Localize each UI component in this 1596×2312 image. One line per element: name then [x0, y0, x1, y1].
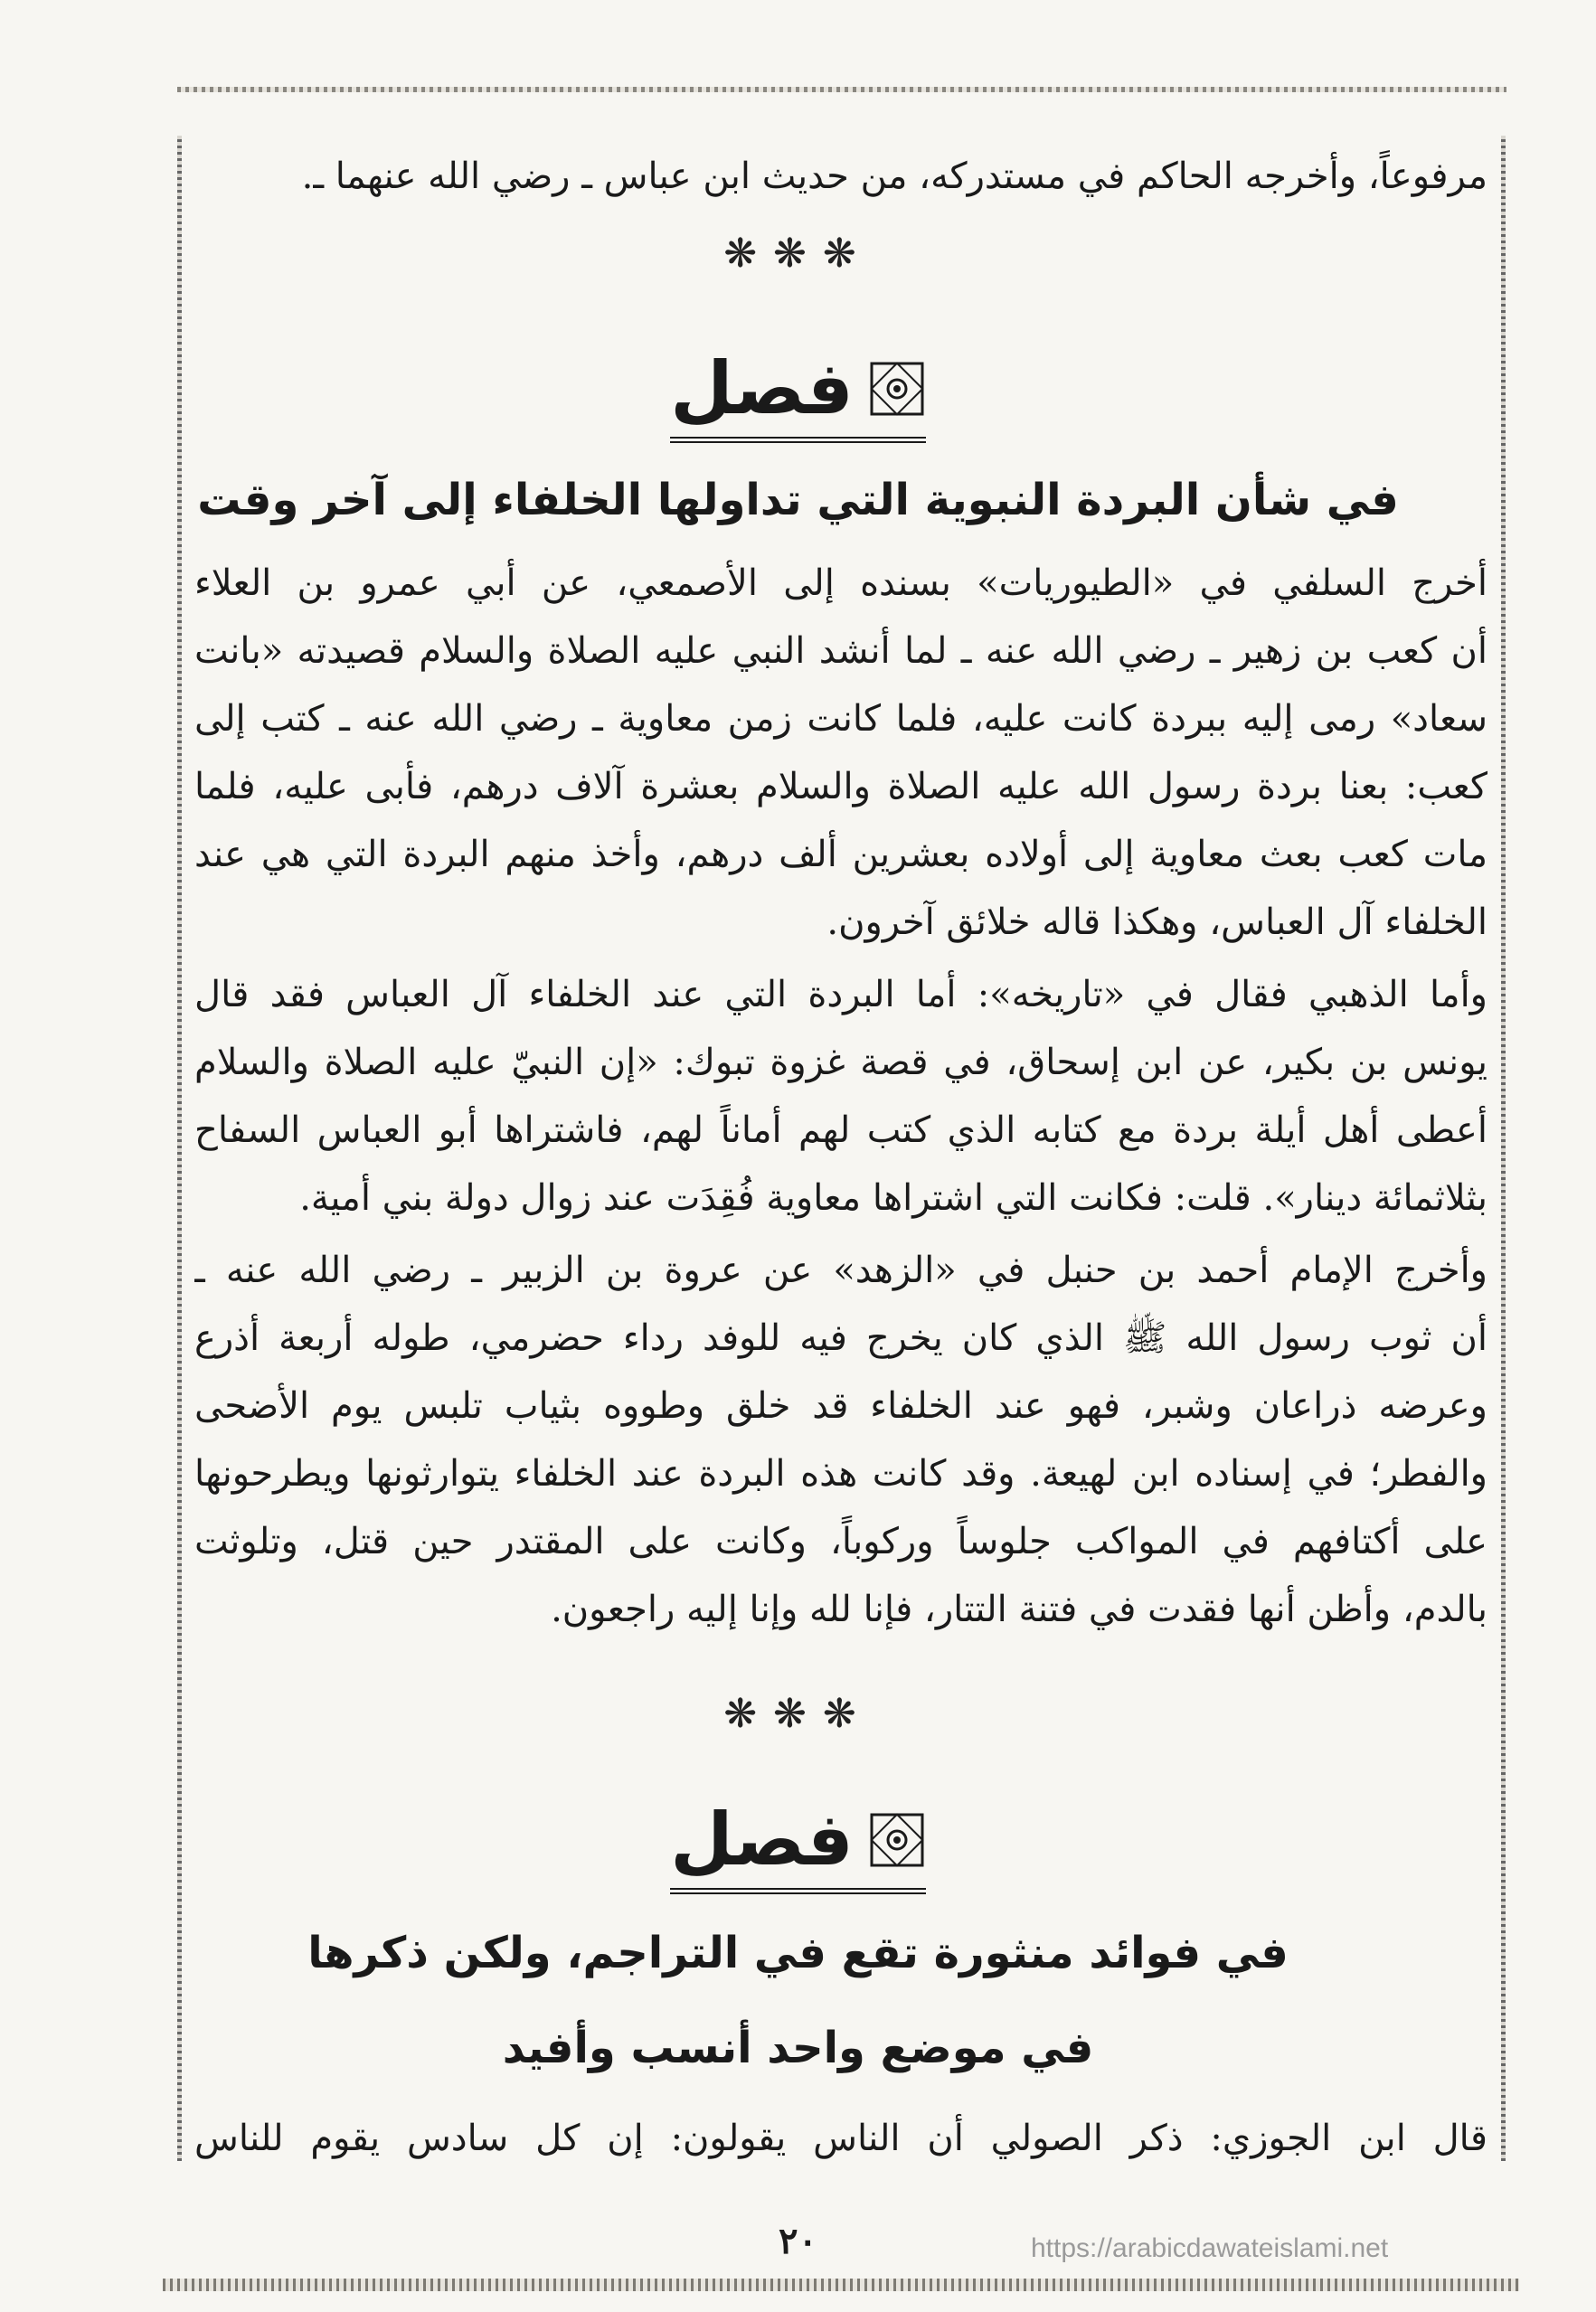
text-line: مرفوعاً، وأخرجه الحاكم في مستدركه، من حديث ابن عباس ـ رضي الله عنهما ـ.: [301, 156, 1487, 197]
section-title: في شأن البردة النبوية التي تداولها الخلفاء إلى آخر وقت: [197, 475, 1399, 525]
page-number: ٢٠: [779, 2220, 817, 2262]
text-line: الخلفاء آل العباس، وهكذا قاله خلائق آخرون.: [826, 901, 1487, 943]
text-line: على أكتافهم في المواكب جلوساً وركوباً، وكانت على المقتدر حين قتل، وتلوثت: [194, 1521, 1487, 1562]
section-title-line-2: في موضع واحد أنسب وأفيد: [502, 2023, 1094, 2073]
text-line: سعاد» رمى إليه ببردة كانت عليه، فلما كانت زمن معاوية ـ رضي الله عنه ـ كتب إلى: [194, 698, 1487, 740]
section-title-line-1: في فوائد منثورة تقع في التراجم، ولكن ذكرها: [307, 1928, 1289, 1978]
text-line: وأما الذهبي فقال في «تاريخه»: أما البردة التي عند الخلفاء آل العباس فقد قال: [194, 974, 1487, 1015]
section-heading-fasl: [0, 1799, 1596, 1894]
ornament-icon: [868, 1811, 926, 1869]
ornament-icon: [868, 360, 926, 418]
text-line: بالدم، وأظن أنها فقدت في فتنة التتار، فإنا لله وإنا إليه راجعون.: [551, 1589, 1487, 1630]
separator-stars: ❋❋❋: [723, 231, 873, 277]
page-frame-bottom: [163, 2279, 1519, 2291]
watermark-url: https://arabicdawateislami.net: [1031, 2233, 1389, 2263]
text-line: والفطر؛ في إسناده ابن لهيعة. وقد كانت هذه البردة عند الخلفاء يتوارثونها ويطرحونها: [194, 1453, 1487, 1495]
text-line: كعب: بعنا بردة رسول الله عليه الصلاة والسلام بعشرة آلاف درهم، فأبى عليه، فلما: [194, 766, 1487, 807]
text-line: أن ثوب رسول الله ﷺ الذي كان يخرج فيه للوفد رداء حضرمي، طوله أربعة أذرع: [194, 1317, 1487, 1359]
text-line: وعرضه ذراعان وشبر، فهو عند الخلفاء قد خلق وطووه بثياب تلبس يوم الأضحى: [194, 1385, 1487, 1427]
separator-stars: ❋❋❋: [723, 1691, 873, 1737]
text-line: أخرج السلفي في «الطيوريات» بسنده إلى الأصمعي، عن أبي عمرو بن العلاء: [194, 562, 1487, 604]
text-line: يونس بن بكير، عن ابن إسحاق، في قصة غزوة تبوك: «إن النبيّ عليه الصلاة والسلام: [194, 1042, 1487, 1083]
section-label: فصل: [670, 1798, 854, 1882]
text-line: مات كعب بعث معاوية إلى أولاده بعشرين ألف درهم، وأخذ منهم البردة التي هي عند: [194, 834, 1487, 875]
text-line: وأخرج الإمام أحمد بن حنبل في «الزهد» عن عروة بن الزبير ـ رضي الله عنه ـ: [194, 1250, 1487, 1291]
text-line: بثلاثمائة دينار». قلت: فكانت التي اشتراها معاوية فُقِدَت عند زوال دولة بني أمية.: [299, 1177, 1487, 1219]
text-line: أن كعب بن زهير ـ رضي الله عنه ـ لما أنشد النبي عليه الصلاة والسلام قصيدته «بانت: [194, 630, 1487, 672]
page-frame-top: [177, 87, 1506, 92]
section-heading-fasl: [0, 348, 1596, 443]
section-label: فصل: [670, 346, 854, 430]
text-line: أعطى أهل أيلة بردة مع كتابه الذي كتب لهم أماناً لهم، فاشتراها أبو العباس السفاح: [194, 1109, 1487, 1151]
text-line: قال ابن الجوزي: ذكر الصولي أن الناس يقولون: إن كل سادس يقوم للناس: [194, 2118, 1487, 2159]
